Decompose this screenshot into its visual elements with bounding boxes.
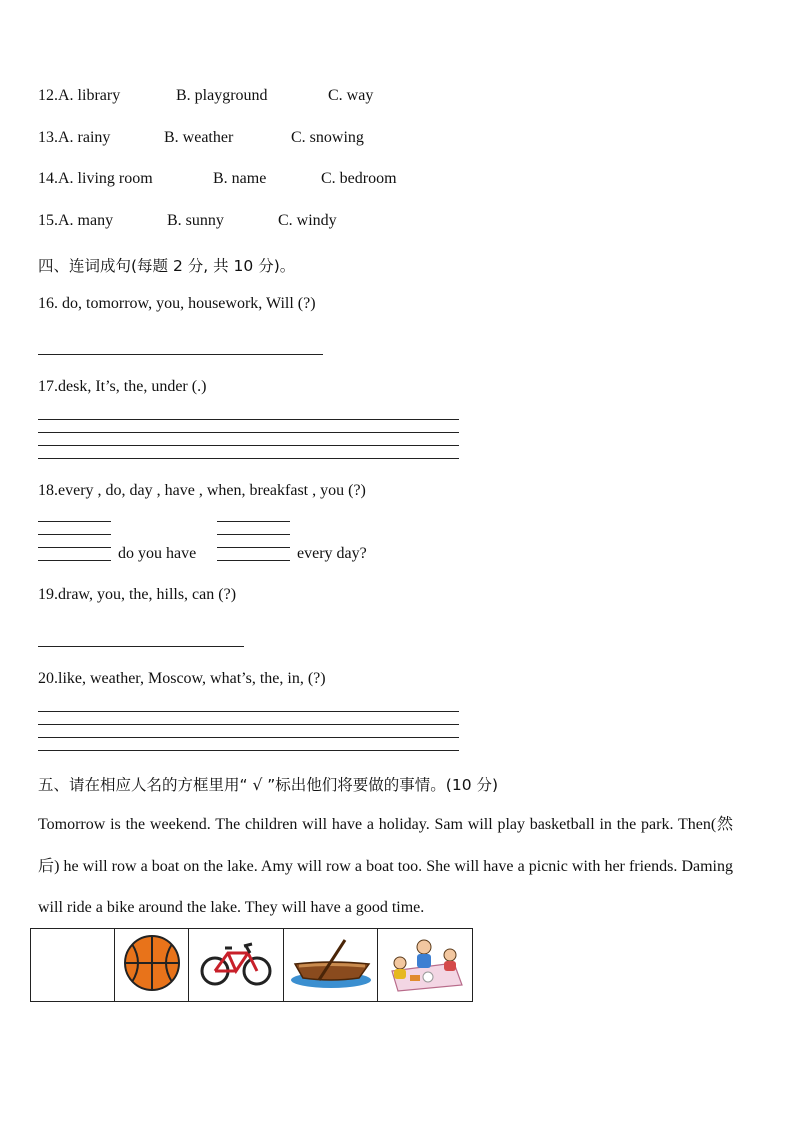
question-17: 17.desk, It’s, the, under (.) bbox=[38, 378, 207, 395]
answer-blank[interactable] bbox=[38, 521, 111, 522]
question-13 bbox=[38, 129, 364, 147]
answer-line[interactable] bbox=[38, 646, 244, 647]
basketball-cell[interactable] bbox=[115, 929, 189, 1002]
boat-cell[interactable] bbox=[284, 929, 378, 1002]
answer-line[interactable] bbox=[38, 737, 459, 738]
answer-line[interactable] bbox=[38, 458, 459, 459]
option-a: A. rainy bbox=[58, 129, 111, 146]
question-15 bbox=[38, 212, 337, 230]
option-a: A. library bbox=[58, 87, 121, 104]
section-5-heading: 五、请在相应人名的方框里用“ √ ”标出他们将要做的事情。(10 分) bbox=[38, 776, 499, 794]
answer-line[interactable] bbox=[38, 354, 323, 355]
bicycle-icon bbox=[198, 938, 274, 988]
option-b: B. weather bbox=[164, 129, 234, 146]
question-number: 14. bbox=[38, 170, 58, 187]
bicycle-cell[interactable] bbox=[189, 929, 284, 1002]
question-19: 19.draw, you, the, hills, can (?) bbox=[38, 586, 237, 603]
question-number: 13. bbox=[38, 129, 58, 146]
answer-line[interactable] bbox=[38, 711, 459, 712]
rowboat-icon bbox=[289, 936, 373, 990]
option-a: A. living room bbox=[58, 170, 153, 187]
question-number: 15. bbox=[38, 212, 58, 229]
question-18-middle: do you have bbox=[118, 545, 197, 562]
basketball-icon bbox=[122, 933, 182, 993]
question-14 bbox=[38, 170, 397, 188]
option-c: C. bedroom bbox=[321, 170, 397, 187]
option-b: B. name bbox=[213, 170, 267, 187]
answer-blank[interactable] bbox=[38, 547, 111, 548]
answer-blank[interactable] bbox=[38, 560, 111, 561]
section-4-heading: 四、连词成句(每题 2 分, 共 10 分)。 bbox=[38, 257, 296, 275]
answer-line[interactable] bbox=[38, 419, 459, 420]
question-18: 18.every , do, day , have , when, breakfast , you (?) bbox=[38, 482, 366, 499]
option-c: C. windy bbox=[278, 212, 337, 229]
answer-line[interactable] bbox=[38, 432, 459, 433]
option-c: C. snowing bbox=[291, 129, 364, 146]
answer-line[interactable] bbox=[38, 724, 459, 725]
answer-blank[interactable] bbox=[217, 521, 290, 522]
answer-blank[interactable] bbox=[38, 534, 111, 535]
option-c: C. way bbox=[328, 87, 374, 104]
question-12 bbox=[38, 87, 373, 105]
question-16: 16. do, tomorrow, you, housework, Will (?) bbox=[38, 295, 316, 312]
answer-line[interactable] bbox=[38, 750, 459, 751]
picnic-icon bbox=[384, 933, 466, 993]
option-a: A. many bbox=[58, 212, 114, 229]
option-b: B. playground bbox=[176, 87, 268, 104]
activity-table bbox=[30, 928, 473, 1002]
answer-line[interactable] bbox=[38, 445, 459, 446]
question-18-end: every day? bbox=[297, 545, 367, 562]
answer-blank[interactable] bbox=[217, 560, 290, 561]
answer-blank[interactable] bbox=[217, 534, 290, 535]
option-b: B. sunny bbox=[167, 212, 224, 229]
answer-blank[interactable] bbox=[217, 547, 290, 548]
name-cell[interactable] bbox=[31, 929, 115, 1002]
question-20: 20.like, weather, Moscow, what’s, the, in, (?) bbox=[38, 670, 326, 687]
question-number: 12. bbox=[38, 87, 58, 104]
reading-passage: Tomorrow is the weekend. The children will have a holiday. Sam will play basketball in the park. Then(然后) he will row a boat on the lake. Amy will row a boat too. She will have a picnic with her friends. Daming will ride a bike around the lake. They will have a good time. bbox=[38, 816, 733, 916]
picnic-cell[interactable] bbox=[378, 929, 473, 1002]
